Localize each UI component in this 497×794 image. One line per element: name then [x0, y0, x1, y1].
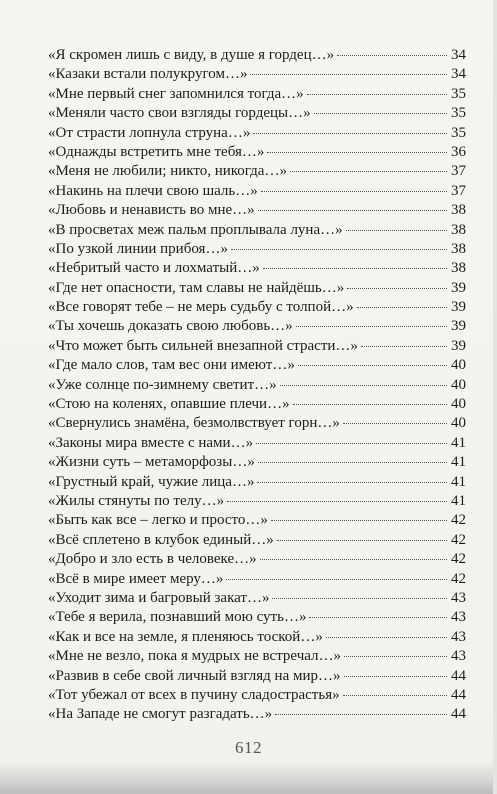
- toc-entry-page: 39: [451, 337, 466, 354]
- toc-entry: [48, 124, 466, 143]
- toc-entry-title: «Жилы стянуты по телу…»: [48, 492, 225, 509]
- toc-entry-page: 40: [451, 357, 466, 374]
- toc-entry: [48, 434, 466, 453]
- toc-entry-title: «Свернулись знамёна, безмолвствует горн…»: [48, 415, 340, 432]
- toc-entry-title: «Законы мира вместе с нами…»: [48, 434, 254, 451]
- toc-entry-title: «Меня не любили; никто, никогда…»: [48, 163, 287, 180]
- dot-leader: [314, 113, 447, 114]
- toc-entry-page: 43: [451, 589, 466, 606]
- toc-entry-page: 42: [451, 570, 466, 587]
- toc-entry-page: 40: [451, 396, 466, 413]
- toc-entry-page: 44: [451, 706, 466, 723]
- dot-leader: [272, 598, 447, 599]
- toc-entry-title: «Уходит зима и багровый закат…»: [48, 589, 270, 606]
- toc-entry-page: 38: [451, 240, 466, 257]
- toc-entry-page: 39: [451, 299, 466, 316]
- toc-entry-page: 41: [451, 492, 466, 509]
- toc-entry-title: «Стою на коленях, опавшие плечи…»: [48, 396, 290, 413]
- toc-entry-page: 42: [451, 512, 466, 529]
- toc-entry-page: 35: [451, 85, 466, 102]
- toc-entry-title: «Грустный край, чужие лица…»: [48, 473, 255, 490]
- toc-entry-title: «Все говорят тебе – не мерь судьбу с толпой…»: [48, 299, 354, 316]
- toc-entry-title: «Где нет опасности, там славы не найдёшь…»: [48, 279, 345, 296]
- dot-leader: [344, 676, 447, 677]
- dot-leader: [253, 133, 447, 134]
- toc-entry-title: «Как и все на земле, я пленяюсь тоской…»: [48, 628, 323, 645]
- dot-leader: [343, 695, 447, 696]
- toc-entry-title: «Уже солнце по-зимнему светит…»: [48, 376, 277, 393]
- toc-entry-page: 34: [451, 66, 466, 83]
- dot-leader: [357, 307, 447, 308]
- toc-entry: [48, 531, 466, 550]
- toc-entry: [48, 279, 466, 298]
- toc-entry-page: 41: [451, 434, 466, 451]
- dot-leader: [337, 55, 447, 56]
- dot-leader: [307, 94, 447, 95]
- toc-entry-title: «Быть как все – легко и просто…»: [48, 512, 268, 529]
- toc-entry: [48, 317, 466, 336]
- toc-entry-page: 43: [451, 648, 466, 665]
- toc-entry-title: «Мне первый снег запомнился тогда…»: [48, 85, 304, 102]
- toc-entry-page: 42: [451, 531, 466, 548]
- toc-entry: [48, 550, 466, 569]
- dot-leader: [346, 230, 447, 231]
- dot-leader: [277, 540, 447, 541]
- toc-entry: [48, 143, 466, 162]
- toc-entry: [48, 589, 466, 608]
- toc-entry: [48, 182, 466, 201]
- dot-leader: [261, 191, 447, 192]
- dot-leader: [309, 617, 447, 618]
- dot-leader: [256, 443, 447, 444]
- toc-entry-page: 44: [451, 667, 466, 684]
- toc-entry: [48, 356, 466, 375]
- dot-leader: [361, 346, 447, 347]
- toc-entry: [48, 453, 466, 472]
- toc-entry: [48, 201, 466, 220]
- dot-leader: [271, 520, 447, 521]
- toc-entry-title: «Где мало слов, там вес они имеют…»: [48, 357, 295, 374]
- dot-leader: [290, 171, 447, 172]
- toc-entry: [48, 162, 466, 181]
- toc-entry-page: 43: [451, 609, 466, 626]
- toc-entry-title: «Развив в себе свой личный взгляд на мир…»: [48, 667, 341, 684]
- toc-entry-page: 35: [451, 105, 466, 122]
- toc-entry: [48, 686, 466, 705]
- toc-entry-title: «Тот убежал от всех в пучину сладострастья»: [48, 686, 340, 703]
- dot-leader: [296, 326, 447, 327]
- toc-entry-page: 37: [451, 182, 466, 199]
- toc-entry-page: 38: [451, 260, 466, 277]
- toc-entry-title: «Казаки встали полукругом…»: [48, 66, 248, 83]
- toc-entry: [48, 628, 466, 647]
- toc-entry: [48, 570, 466, 589]
- toc-entry-title: «Тебе я верила, познавший мою суть…»: [48, 609, 307, 626]
- toc-entry-page: 38: [451, 202, 466, 219]
- toc-entry-page: 44: [451, 686, 466, 703]
- dot-leader: [227, 501, 447, 502]
- toc-entry-page: 35: [451, 124, 466, 141]
- toc-entry: [48, 65, 466, 84]
- toc-entry: [48, 337, 466, 356]
- toc-entry-title: «Однажды встретить мне тебя…»: [48, 143, 265, 160]
- toc-entry-page: 40: [451, 415, 466, 432]
- dot-leader: [231, 249, 447, 250]
- toc-entry: [48, 667, 466, 686]
- dot-leader: [257, 482, 447, 483]
- toc-entry: [48, 240, 466, 259]
- toc-entry-page: 40: [451, 376, 466, 393]
- toc-entry: [48, 46, 466, 65]
- toc-entry-page: 38: [451, 221, 466, 238]
- page-edge-shadow: [0, 760, 497, 794]
- toc-entry-page: 43: [451, 628, 466, 645]
- toc-entry-title: «Добро и зло есть в человеке…»: [48, 551, 257, 568]
- toc-entry-title: «Небритый часто и лохматый…»: [48, 260, 260, 277]
- toc-entry-title: «В просветах меж пальм проплывала луна…»: [48, 221, 343, 238]
- toc-entry-title: «Накинь на плечи свою шаль…»: [48, 182, 258, 199]
- toc-entry-page: 36: [451, 143, 466, 160]
- page-number: 612: [235, 738, 262, 757]
- toc-entry-title: «От страсти лопнула струна…»: [48, 124, 251, 141]
- toc-entry: [48, 414, 466, 433]
- toc-entry-title: «Мне не везло, пока я мудрых не встречал…»: [48, 648, 342, 665]
- toc-entry-page: 34: [451, 47, 466, 63]
- dot-leader: [347, 288, 447, 289]
- toc-entry-title: «Я скромен лишь с виду, в душе я гордец…»: [48, 47, 335, 63]
- dot-leader: [280, 385, 447, 386]
- toc-entry-page: 41: [451, 454, 466, 471]
- dot-leader: [298, 365, 447, 366]
- toc-entry-title: «Всё в мире имеет меру…»: [48, 570, 224, 587]
- toc-entry-page: 39: [451, 318, 466, 335]
- toc-entry-title: «По узкой линии прибоя…»: [48, 240, 228, 257]
- toc-entry: [48, 473, 466, 492]
- toc-entry-title: «Меняли часто свои взгляды гордецы…»: [48, 105, 311, 122]
- toc-entry: [48, 85, 466, 104]
- dot-leader: [267, 152, 447, 153]
- toc-entry: [48, 104, 466, 123]
- toc-entry-page: 39: [451, 279, 466, 296]
- toc-entry: [48, 298, 466, 317]
- toc-entry: [48, 705, 466, 724]
- toc-entry: [48, 511, 466, 530]
- toc-entry: [48, 608, 466, 627]
- table-of-contents: [48, 46, 466, 725]
- toc-entry: [48, 647, 466, 666]
- toc-entry-page: 42: [451, 551, 466, 568]
- toc-entry-title: «Ты хочешь доказать свою любовь…»: [48, 318, 293, 335]
- toc-entry-title: «Всё сплетено в клубок единый…»: [48, 531, 274, 548]
- toc-entry-title: «На Западе не смогут разгадать…»: [48, 706, 273, 723]
- toc-entry: [48, 492, 466, 511]
- dot-leader: [326, 637, 447, 638]
- toc-entry: [48, 376, 466, 395]
- dot-leader: [260, 559, 447, 560]
- dot-leader: [275, 714, 447, 715]
- toc-entry: [48, 221, 466, 240]
- dot-leader: [250, 74, 447, 75]
- toc-entry-title: «Что может быть сильней внезапной страсти…»: [48, 337, 358, 354]
- toc-entry-page: 41: [451, 473, 466, 490]
- dot-leader: [263, 268, 447, 269]
- dot-leader: [258, 462, 447, 463]
- dot-leader: [343, 423, 447, 424]
- toc-entry-page: 37: [451, 163, 466, 180]
- dot-leader: [293, 404, 447, 405]
- page-side-edge: [493, 0, 497, 794]
- dot-leader: [226, 579, 447, 580]
- toc-entry-title: «Любовь и ненависть во мне…»: [48, 202, 255, 219]
- dot-leader: [258, 210, 447, 211]
- toc-entry: [48, 395, 466, 414]
- toc-entry: [48, 259, 466, 278]
- dot-leader: [344, 656, 447, 657]
- toc-entry-title: «Жизни суть – метаморфозы…»: [48, 454, 255, 471]
